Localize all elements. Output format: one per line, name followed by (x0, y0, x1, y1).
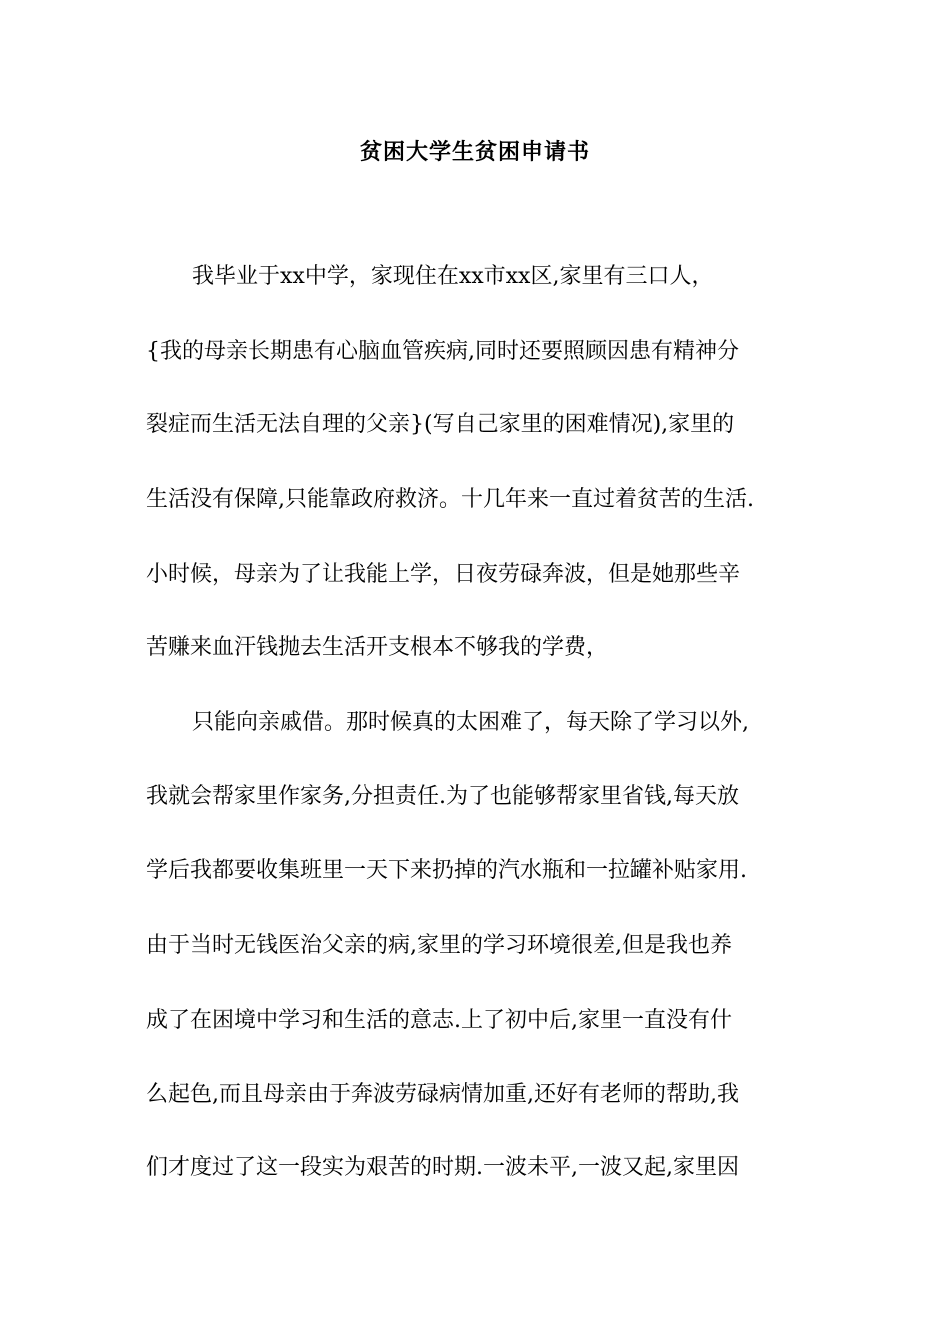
body-line-11: 成了在困境中学习和生活的意志.上了初中后,家里一直没有什 (146, 1008, 732, 1033)
body-line-13: 们才度过了这一段实为艰苦的时期.一波未平,一波又起,家里因 (146, 1155, 739, 1180)
body-line-6: 苦赚来血汗钱抛去生活开支根本不够我的学费， (146, 635, 609, 660)
body-line-12: 么起色,而且母亲由于奔波劳碌病情加重,还好有老师的帮助,我 (146, 1082, 739, 1107)
body-line-10: 由于当时无钱医治父亲的病,家里的学习环境很差,但是我也养 (146, 933, 732, 958)
body-line-2: {我的母亲长期患有心脑血管疾病,同时还要照顾因患有精神分 (146, 339, 739, 364)
body-line-8: 我就会帮家里作家务,分担责任.为了也能够帮家里省钱,每天放 (146, 784, 739, 809)
body-line-4: 生活没有保障,只能靠政府救济。十几年来一直过着贫苦的生活. (146, 487, 754, 512)
body-line-7: 只能向亲戚借。那时候真的太困难了，每天除了学习以外, (192, 710, 749, 735)
body-line-5: 小时候，母亲为了让我能上学，日夜劳碌奔波，但是她那些辛 (146, 562, 741, 587)
body-line-3: 裂症而生活无法自理的父亲}(写自己家里的困难情况),家里的 (146, 412, 735, 437)
body-line-1: 我毕业于xx中学，家现住在xx市xx区,家里有三口人， (192, 264, 714, 289)
body-line-9: 学后我都要收集班里一天下来扔掉的汽水瓶和一拉罐补贴家用. (146, 858, 747, 883)
document-title: 贫困大学生贫困申请书 (359, 140, 590, 165)
